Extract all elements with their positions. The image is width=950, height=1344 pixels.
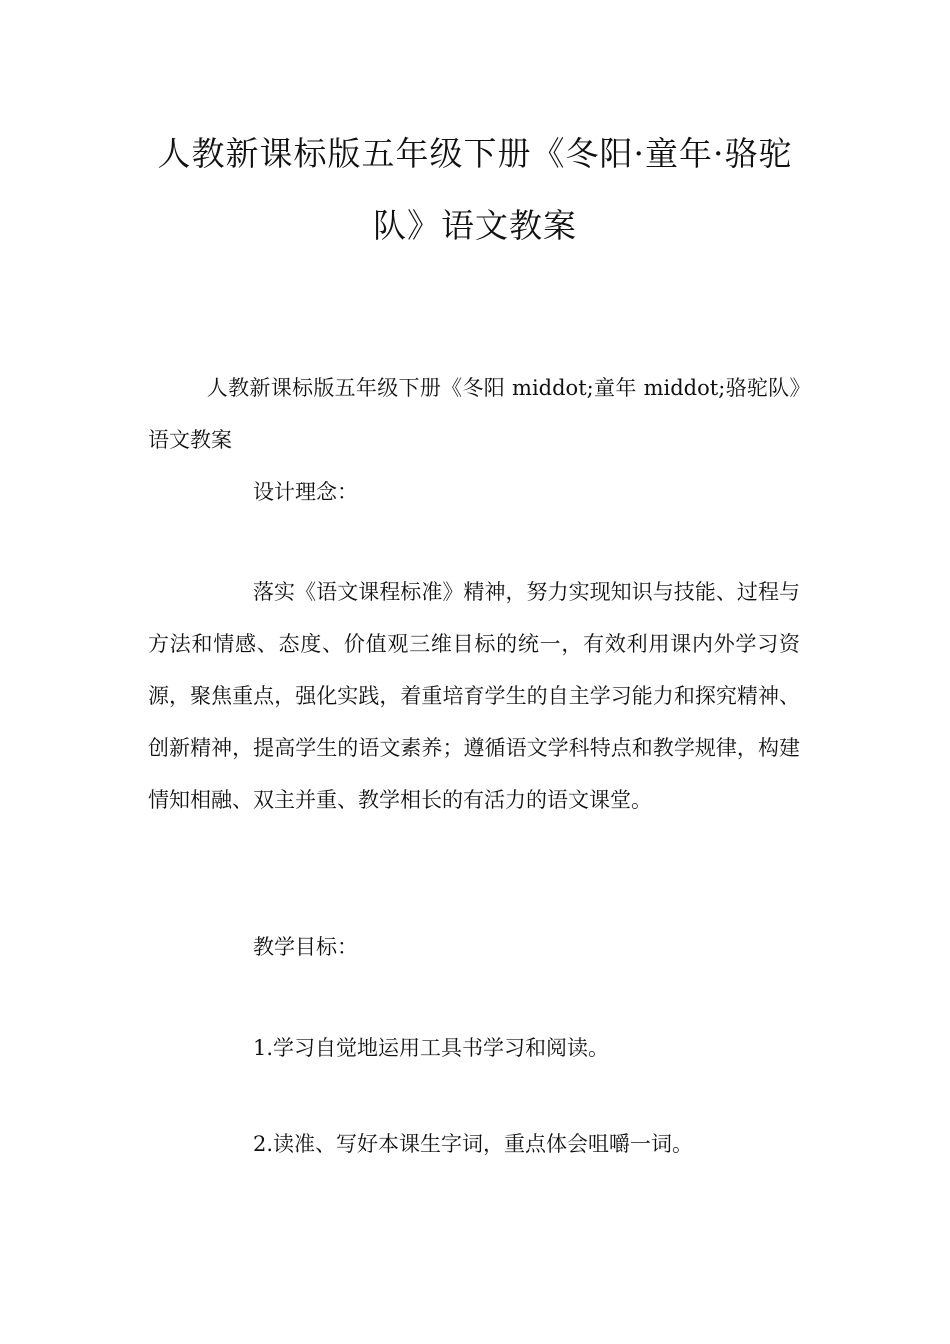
design-paragraph: 落实《语文课程标准》精神，努力实现知识与技能、过程与方法和情感、态度、价值观三维目标的统一，有效利用课内外学习资源，聚焦重点，强化实践，着重培育学生的自主学习能力和探究精神、创新精神，提高学生的语文素养；遵循语文学科特点和教学规律，构建情知相融、双主并重、教学相长的有活力的语文课堂。 <box>148 580 800 812</box>
goals-heading: 教学目标： <box>253 935 358 959</box>
goal-item-2: 2.读准、写好本课生字词，重点体会咀嚼一词。 <box>253 1132 694 1156</box>
goal-item-1: 1.学习自觉地运用工具书学习和阅读。 <box>253 1036 610 1060</box>
subtitle-line: 人教新课标版五年级下册《冬阳 middot;童年 middot;骆驼队》语文教案 <box>148 376 800 452</box>
design-heading: 设计理念： <box>253 480 358 504</box>
document-title: 人教新课标版五年级下册《冬阳·童年·骆驼队》语文教案 <box>157 134 793 245</box>
